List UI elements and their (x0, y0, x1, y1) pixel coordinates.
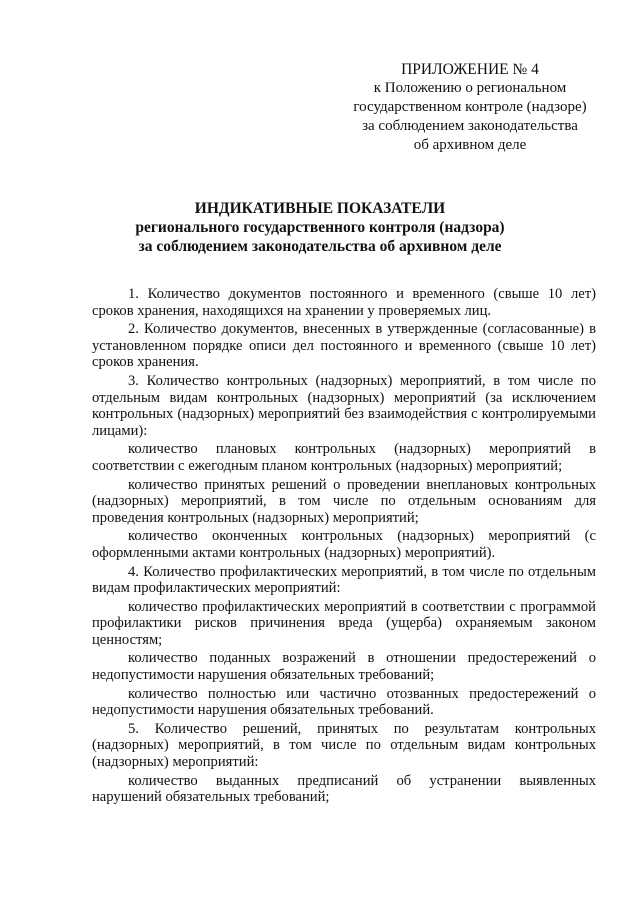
appendix-line: об архивном деле (413, 137, 527, 153)
document-title-line: регионального государственного контроля (надзора) (135, 219, 505, 236)
appendix-line: за соблюдением законодательства (362, 118, 578, 134)
paragraph: количество выданных предписаний об устранении выявленных нарушений обязательных требований; (92, 772, 596, 806)
paragraph: 1. Количество документов постоянного и временного (свыше 10 лет) сроков хранения, находящихся на хранении у проверяемых лиц. (92, 286, 596, 319)
paragraph: 5. Количество решений, принятых по результатам контрольных (надзорных) мероприятий, в том числе по отдельным видам контрольных (надзорных) мероприятий: (92, 720, 596, 771)
paragraph: 2. Количество документов, внесенных в утвержденные (согласованные) в установленном порядке описи дел постоянного и временного (свыше 10 лет) сроков хранения. (92, 321, 596, 371)
paragraph: количество полностью или частично отозванных предостережений о недопустимости нарушения обязательных требований. (92, 685, 596, 719)
appendix-header (330, 60, 610, 155)
appendix-title: ПРИЛОЖЕНИЕ № 4 (401, 61, 539, 78)
paragraph: 3. Количество контрольных (надзорных) мероприятий, в том числе по отдельным видам контрольных (надзорных) мероприятий (за исключением контрольных (надзорных) мероприятий без взаимодействия с контролируемыми лицами): (92, 372, 596, 439)
appendix-line: государственном контроле (надзоре) (353, 99, 587, 115)
document-title-line: за соблюдением законодательства об архивном деле (138, 238, 502, 255)
appendix-line: к Положению о региональном (373, 80, 567, 96)
paragraph: количество принятых решений о проведении внеплановых контрольных (надзорных) мероприятий, в том числе по отдельным основаниям для проведения контрольных (надзорных) мероприятий; (92, 476, 596, 526)
document-title-line: ИНДИКАТИВНЫЕ ПОКАЗАТЕЛИ (194, 200, 446, 217)
paragraph: количество поданных возражений в отношении предостережений о недопустимости нарушения обязательных требований; (92, 650, 596, 684)
paragraph: количество плановых контрольных (надзорных) мероприятий в соответствии с ежегодным планом контрольных (надзорных) мероприятий; (92, 441, 596, 474)
document-title (90, 199, 550, 256)
paragraph: количество оконченных контрольных (надзорных) мероприятий (с оформленными актами контрольных (надзорных) мероприятий). (92, 528, 596, 561)
paragraph: количество профилактических мероприятий в соответствии с программой профилактики рисков причинения вреда (ущерба) охраняемым законом ценностям; (92, 598, 596, 648)
document-body (92, 286, 596, 808)
paragraph: 4. Количество профилактических мероприятий, в том числе по отдельным видам профилактических мероприятий: (92, 563, 596, 597)
